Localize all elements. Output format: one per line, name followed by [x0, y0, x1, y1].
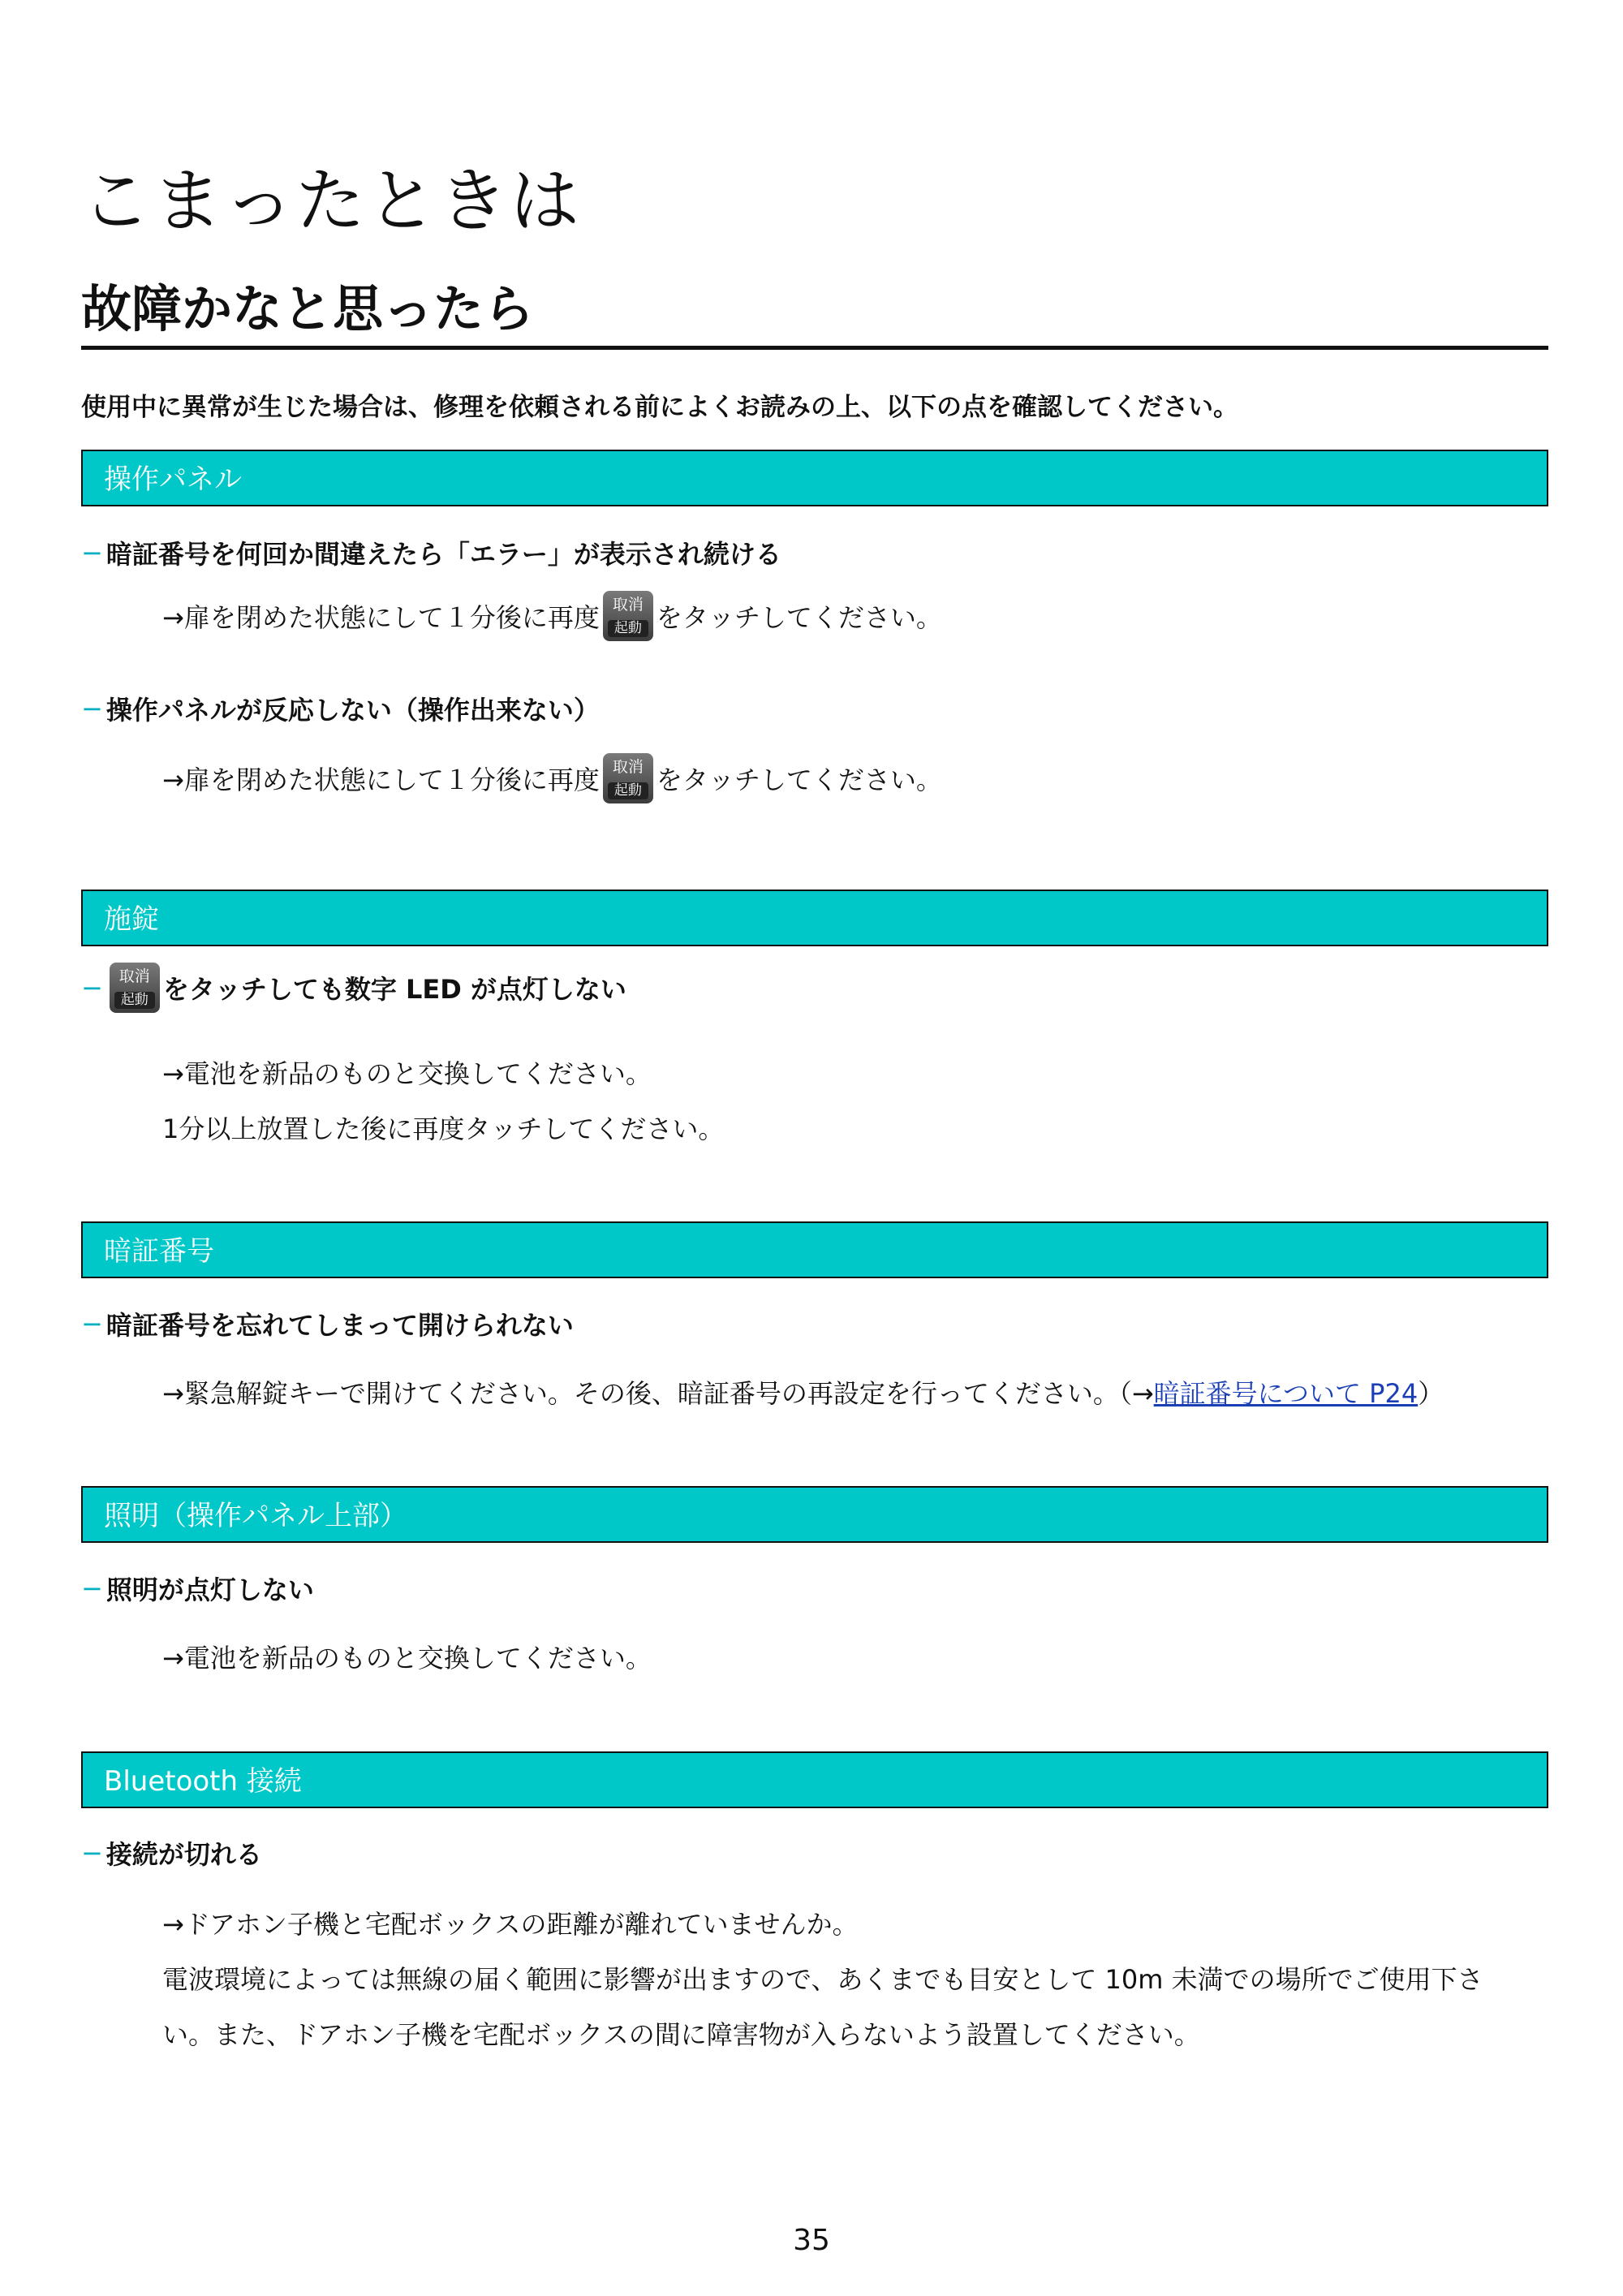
solution-led-line2: 1分以上放置した後に再度タッチしてください。 [162, 1114, 725, 1144]
dash-marker: − [81, 1308, 103, 1339]
dash-marker: − [81, 1573, 103, 1604]
section-heading-pin: 暗証番号 [81, 1221, 1548, 1278]
issue-connection-lost [81, 1834, 262, 1872]
issue-light-not-lit [81, 1570, 314, 1607]
solution-led-line1: →電池を新品のものと交換してください。 [162, 1058, 652, 1089]
issue-text: 接続が切れる [105, 1839, 262, 1870]
cancel-start-key-icon: 取消 起動 [110, 963, 160, 1013]
solution-bt-line1: →ドアホン子機と宅配ボックスの距離が離れていませんか。 [162, 1909, 859, 1940]
page-number: 35 [793, 2224, 830, 2257]
page-subtitle: 故障かなと思ったら [81, 284, 1548, 350]
solution-text: をタッチしてください。 [656, 602, 942, 633]
solution-forgot-pin [162, 1373, 1444, 1411]
cancel-start-key-icon: 取消 起動 [603, 753, 653, 803]
issue-led-not-lit [81, 963, 626, 1013]
dash-marker: − [81, 537, 103, 568]
cancel-start-key-icon: 取消 起動 [603, 591, 653, 641]
issue-panel-unresponsive [81, 690, 600, 727]
intro-text: 使用中に異常が生じた場合は、修理を依頼される前によくお読みの上、以下の点を確認してください。 [81, 393, 1238, 422]
issue-forgot-pin [81, 1305, 574, 1342]
issue-text: 照明が点灯しない [105, 1574, 314, 1605]
solution-light-line1: →電池を新品のものと交換してください。 [162, 1643, 652, 1674]
issue-text: 暗証番号を何回か間違えたら「エラー」が表示され続ける [105, 539, 781, 570]
solution-panel-unresponsive [162, 753, 942, 803]
section-heading-control-panel: 操作パネル [81, 450, 1548, 506]
page-title: こまったときは [81, 161, 581, 242]
section-heading-locking: 施錠 [81, 890, 1548, 946]
issue-error-display [81, 534, 781, 571]
issue-text: をタッチしても数字 LED が点灯しない [162, 974, 626, 1005]
solution-text: ） [1418, 1378, 1444, 1409]
dash-marker: − [81, 693, 103, 724]
section-heading-bluetooth: Bluetooth 接続 [81, 1751, 1548, 1808]
pin-reference-link[interactable]: 暗証番号について P24 [1153, 1378, 1419, 1409]
issue-text: 操作パネルが反応しない（操作出来ない） [105, 695, 600, 726]
solution-text: →緊急解錠キーで開けてください。その後、暗証番号の再設定を行ってください。（→ [162, 1378, 1154, 1409]
dash-marker: − [81, 972, 103, 1003]
section-heading-lighting: 照明（操作パネル上部） [81, 1486, 1548, 1543]
solution-error-display [162, 591, 942, 641]
issue-text: 暗証番号を忘れてしまって開けられない [105, 1310, 574, 1341]
solution-bt-line3: い。また、ドアホン子機を宅配ボックスの間に障害物が入らないよう設置してください。 [162, 2019, 1200, 2050]
solution-bt-line2: 電波環境によっては無線の届く範囲に影響が出ますので、あくまでも目安として 10m 未満での場所でご使用下さ [162, 1964, 1483, 1995]
solution-text: をタッチしてください。 [656, 765, 942, 795]
dash-marker: − [81, 1837, 103, 1868]
solution-text: →扉を閉めた状態にして１分後に再度 [162, 602, 600, 633]
solution-text: →扉を閉めた状態にして１分後に再度 [162, 765, 600, 795]
